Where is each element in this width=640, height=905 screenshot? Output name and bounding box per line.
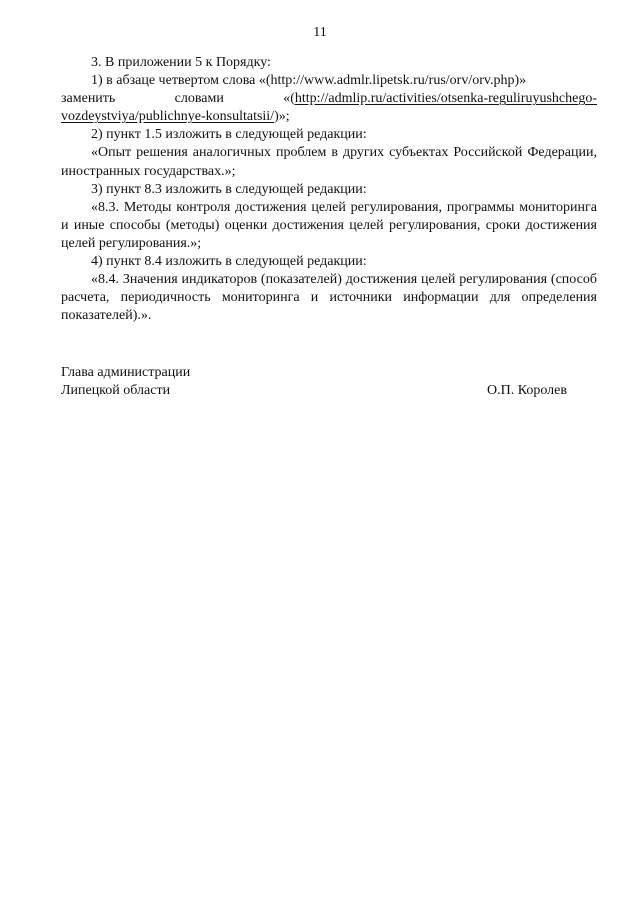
replacement-link-part-2[interactable]: vozdeystviya/publichnye-konsultatsii/ (61, 109, 275, 125)
replacement-link-part-1[interactable]: http://admlip.ru/activities/otsenka-reguliruyushchego- (294, 91, 597, 107)
paragraph-subitem-4: 4) пункт 8.4 изложить в следующей редакции: (91, 254, 367, 270)
paragraph-subitem-1-replacement-cont (61, 108, 597, 126)
paragraph-quote-1-5: «Опыт решения аналогичных проблем в других субъектах Российской Федерации, иностранных государствах.»; (61, 145, 597, 179)
replacement-tail-text: )»; (274, 109, 290, 125)
paragraph-subitem-1: 1) в абзаце четвертом слова «(http://www.admlr.lipetsk.ru/rus/orv/orv.php)» (91, 73, 527, 89)
signature-block (61, 364, 567, 400)
paragraph-subitem-2: 2) пункт 1.5 изложить в следующей редакции: (91, 127, 367, 143)
paragraph-quote-8-4: «8.4. Значения индикаторов (показателей) достижения целей регулирования (способ расчета, периодичность мониторинга и источники информации для определения показателей).». (61, 272, 597, 324)
document-body (61, 54, 597, 325)
signatory-position-line-1: Глава администрации (61, 365, 191, 380)
signature-line (61, 382, 567, 400)
signatory-name: О.П. Королев (487, 383, 567, 398)
page-number: 11 (313, 25, 327, 40)
replacement-lead-text: заменить словами «( (61, 91, 295, 107)
paragraph-subitem-1-replacement (61, 90, 597, 108)
paragraph-item-3-heading: 3. В приложении 5 к Порядку: (91, 55, 271, 70)
paragraph-quote-8-3: «8.3. Методы контроля достижения целей регулирования, программы мониторинга и иные способы (методы) оценки достижения целей регулирования, сроки достижения целей регулирования.»; (61, 199, 597, 251)
paragraph-subitem-3: 3) пункт 8.3 изложить в следующей редакции: (91, 181, 367, 197)
signatory-position-line-2: Липецкой области (61, 383, 171, 398)
